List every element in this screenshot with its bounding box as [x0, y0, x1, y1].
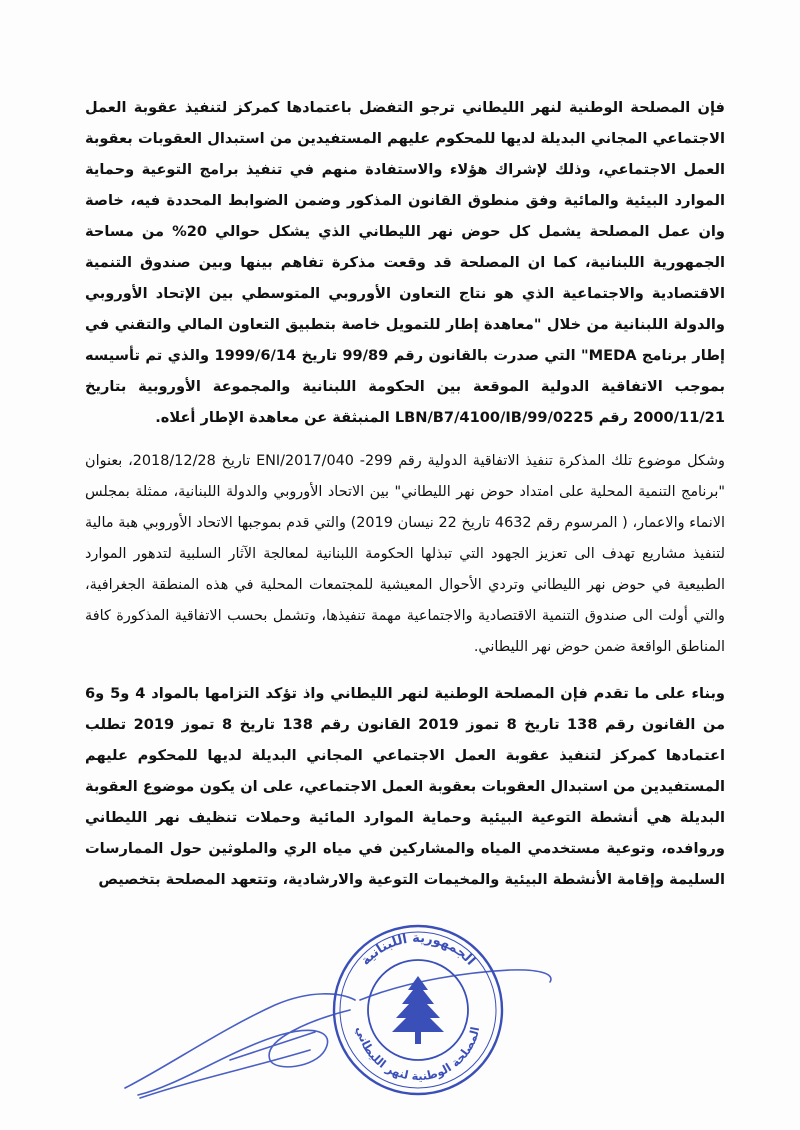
document-body [85, 92, 725, 895]
paragraph-2: وشكل موضوع تلك المذكرة تنفيذ الاتفاقية الدولية رقم 299- ENI/2017/040 تاريخ 2018/12/28، بعنوان "برنامج التنمية المحلية على امتداد حوض نهر الليطاني" بين الاتحاد الأوروبي والدولة اللبنانية، ممثلة بمجلس الانماء والاعمار، ( المرسوم رقم 4632 تاريخ 22 نيسان 2019) والتي قدم بموجبها الاتحاد الأوروبي هبة مالية لتنفيذ مشاريع تهدف الى تعزيز الجهود التي تبذلها الحكومة اللبنانية لمعالجة الآثار السلبية لتدهور الموارد الطبيعية في حوض نهر الليطاني وتردي الأحوال المعيشية للمجتمعات المحلية في هذه المنطقة الجغرافية، والتي أولت الى صندوق التنمية الاقتصادية والاجتماعية مهمة تنفيذها، وتشمل بحسب الاتفاقية المذكورة كافة المناطق الواقعة ضمن حوض نهر الليطاني. [85, 453, 725, 655]
stamp-top-text: الجمهورية اللبنانية [358, 930, 478, 969]
official-stamp [328, 918, 508, 1098]
paragraph-3: وبناء على ما تقدم فإن المصلحة الوطنية لنهر الليطاني واذ تؤكد التزامها بالمواد 4 و5 و6 من القانون رقم 138 تاريخ 8 تموز 2019 القانون رقم 138 تاريخ 8 تموز 2019 تطلب اعتمادها كمركز لتنفيذ عقوبة العمل الاجتماعي المجاني البديلة لديها للمحكوم عليهم المستفيدين من استبدال العقوبات بعقوبة العمل الاجتماعي، على ان يكون موضوع العقوبة البديلة هي أنشطة التوعية البيئية وحماية الموارد المائية وحملات تنظيف نهر الليطاني وروافده، وتوعية مستخدمي المياه والمشاركين في مياه الري والملوثين حول الممارسات السليمة وإقامة الأنشطة البيئية والمخيمات التوعية والارشادية، وتتعهد المصلحة بتخصيص [85, 685, 725, 888]
stamp-bottom-text: المصلحة الوطنية لنهر الليطاني [353, 1024, 483, 1084]
paragraph-1: فإن المصلحة الوطنية لنهر الليطاني ترجو التفضل باعتمادها كمركز لتنفيذ عقوبة العمل الاجتماعي المجاني البديلة لديها للمحكوم عليهم المستفيدين من استبدال العقوبات بعقوبة العمل الاجتماعي، وذلك لإشراك هؤلاء والاستفادة منهم في تنفيذ برامج التوعية وحماية الموارد البيئية والمائية وفق منطوق القانون المذكور وضمن الضوابط المحددة فيه، خاصة وان عمل المصلحة يشمل كل حوض نهر الليطاني الذي يشكل حوالي 20% من مساحة الجمهورية اللبنانية، كما ان المصلحة قد وقعت مذكرة تفاهم بينها وبين صندوق التنمية الاقتصادية والاجتماعية الذي هو نتاج التعاون الأوروبي المتوسطي بين الإتحاد الأوروبي والدولة اللبنانية من خلال "معاهدة إطار للتمويل خاصة بتطبيق التعاون المالي والتقني في إطار برنامج MEDA" التي صدرت بالقانون رقم 99/89 تاريخ 1999/6/14 والذي تم تأسيسه بموجب الاتفاقية الدولية الموقعة بين الحكومة اللبنانية والمجموعة الأوروبية بتاريخ 2000/11/21 رقم LBN/B7/4100/IB/99/0225 المنبثقة عن معاهدة الإطار أعلاه. [85, 99, 725, 426]
cedar-icon [392, 976, 444, 1044]
